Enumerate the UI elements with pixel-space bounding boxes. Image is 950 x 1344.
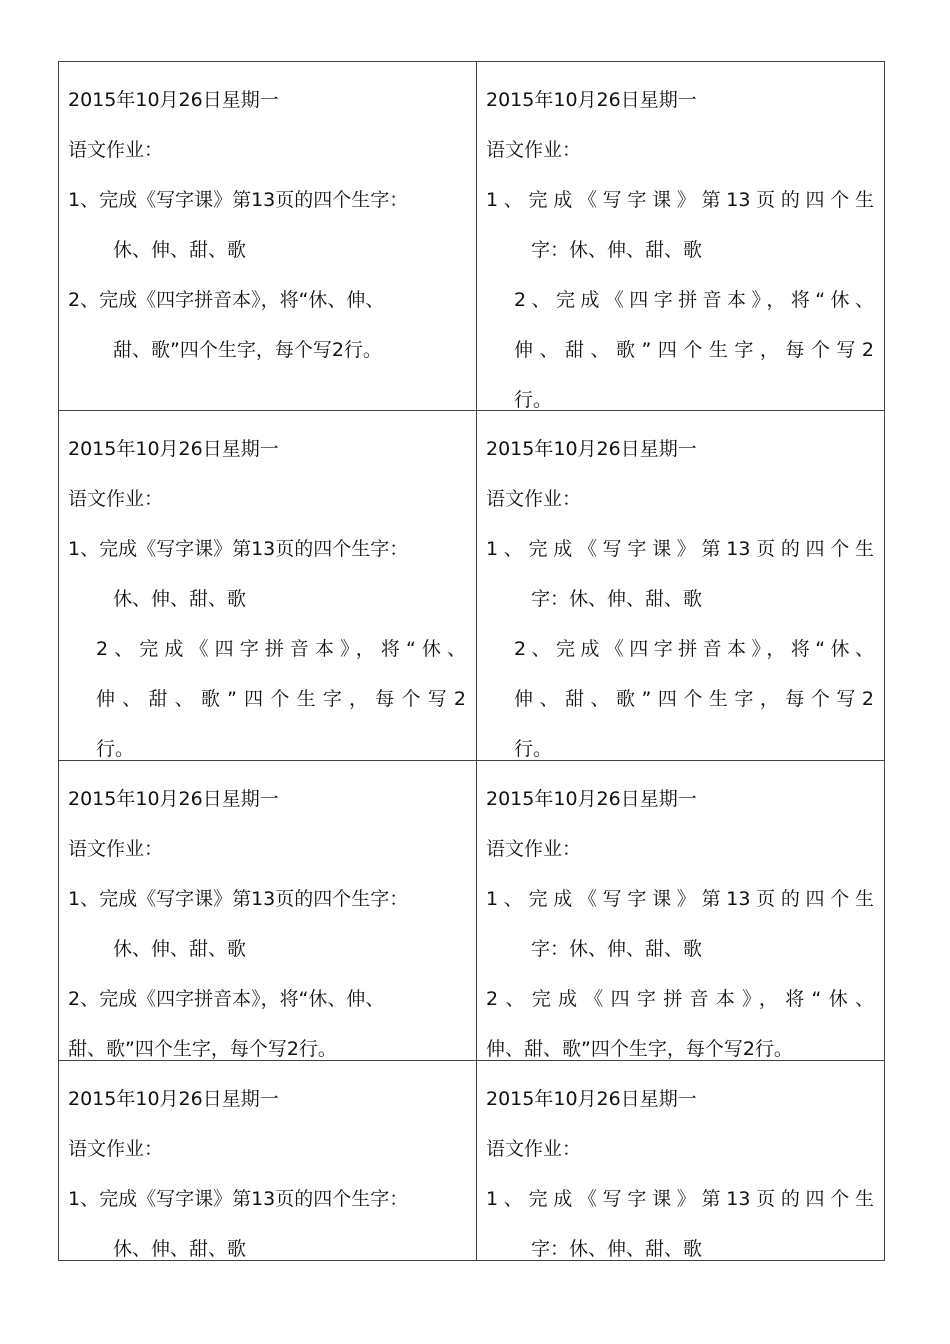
date-line: 2015年10月26日星期一 [486, 89, 697, 111]
homework-cell [477, 1061, 885, 1261]
task-line: 行。 [514, 738, 553, 760]
date-line: 2015年10月26日星期一 [68, 788, 279, 810]
task-line: 行。 [514, 389, 553, 411]
subject-line: 语文作业： [68, 838, 164, 860]
task-line: 1、完成《写字课》第13页的四个生 [486, 888, 874, 910]
task-line: 1、完成《写字课》第13页的四个生 [486, 189, 874, 211]
task-line: 2、完成《四字拼音本》，将“休、 [96, 638, 466, 660]
task-line: 伸、甜、歌”四个生字，每个写2 [514, 688, 874, 710]
task-line: 休、伸、甜、歌 [113, 938, 247, 960]
homework-cell [477, 761, 885, 1061]
task-line: 行。 [96, 738, 135, 760]
task-line: 伸、甜、歌”四个生字，每个写2 [96, 688, 466, 710]
subject-line: 语文作业： [486, 838, 582, 860]
task-line: 伸、甜、歌”四个生字，每个写2行。 [486, 1038, 793, 1060]
date-line: 2015年10月26日星期一 [486, 438, 697, 460]
date-line: 2015年10月26日星期一 [68, 1088, 279, 1110]
task-line: 休、伸、甜、歌 [113, 588, 247, 610]
homework-cell [59, 1061, 477, 1261]
date-line: 2015年10月26日星期一 [486, 1088, 697, 1110]
task-line: 休、伸、甜、歌 [113, 239, 247, 261]
homework-cell [59, 761, 477, 1061]
task-line: 休、伸、甜、歌 [113, 1238, 247, 1260]
subject-line: 语文作业： [486, 139, 582, 161]
subject-line: 语文作业： [68, 1138, 164, 1160]
task-line: 1、完成《写字课》第13页的四个生字： [68, 1188, 409, 1210]
task-line: 2、完成《四字拼音本》，将“休、 [486, 988, 874, 1010]
subject-line: 语文作业： [68, 139, 164, 161]
task-line: 1、完成《写字课》第13页的四个生 [486, 538, 874, 560]
homework-table [58, 61, 885, 1261]
task-line: 字：休、伸、甜、歌 [531, 239, 703, 261]
task-line: 1、完成《写字课》第13页的四个生字： [68, 538, 409, 560]
date-line: 2015年10月26日星期一 [486, 788, 697, 810]
homework-cell [477, 411, 885, 761]
date-line: 2015年10月26日星期一 [68, 89, 279, 111]
task-line: 甜、歌”四个生字，每个写2行。 [68, 1038, 337, 1060]
subject-line: 语文作业： [486, 488, 582, 510]
task-line: 2、完成《四字拼音本》，将“休、伸、 [68, 289, 385, 311]
subject-line: 语文作业： [68, 488, 164, 510]
task-line: 2、完成《四字拼音本》，将“休、 [514, 638, 874, 660]
subject-line: 语文作业： [486, 1138, 582, 1160]
date-line: 2015年10月26日星期一 [68, 438, 279, 460]
homework-cell [59, 411, 477, 761]
task-line: 伸、甜、歌”四个生字，每个写2 [514, 339, 874, 361]
task-line: 1、完成《写字课》第13页的四个生字： [68, 189, 409, 211]
task-line: 甜、歌”四个生字，每个写2行。 [113, 339, 382, 361]
task-line: 字：休、伸、甜、歌 [531, 938, 703, 960]
task-line: 1、完成《写字课》第13页的四个生 [486, 1188, 874, 1210]
task-line: 2、完成《四字拼音本》，将“休、伸、 [68, 988, 385, 1010]
task-line: 字：休、伸、甜、歌 [531, 588, 703, 610]
task-line: 2、完成《四字拼音本》，将“休、 [514, 289, 874, 311]
homework-cell [59, 62, 477, 411]
homework-cell [477, 62, 885, 411]
task-line: 1、完成《写字课》第13页的四个生字： [68, 888, 409, 910]
task-line: 字：休、伸、甜、歌 [531, 1238, 703, 1260]
